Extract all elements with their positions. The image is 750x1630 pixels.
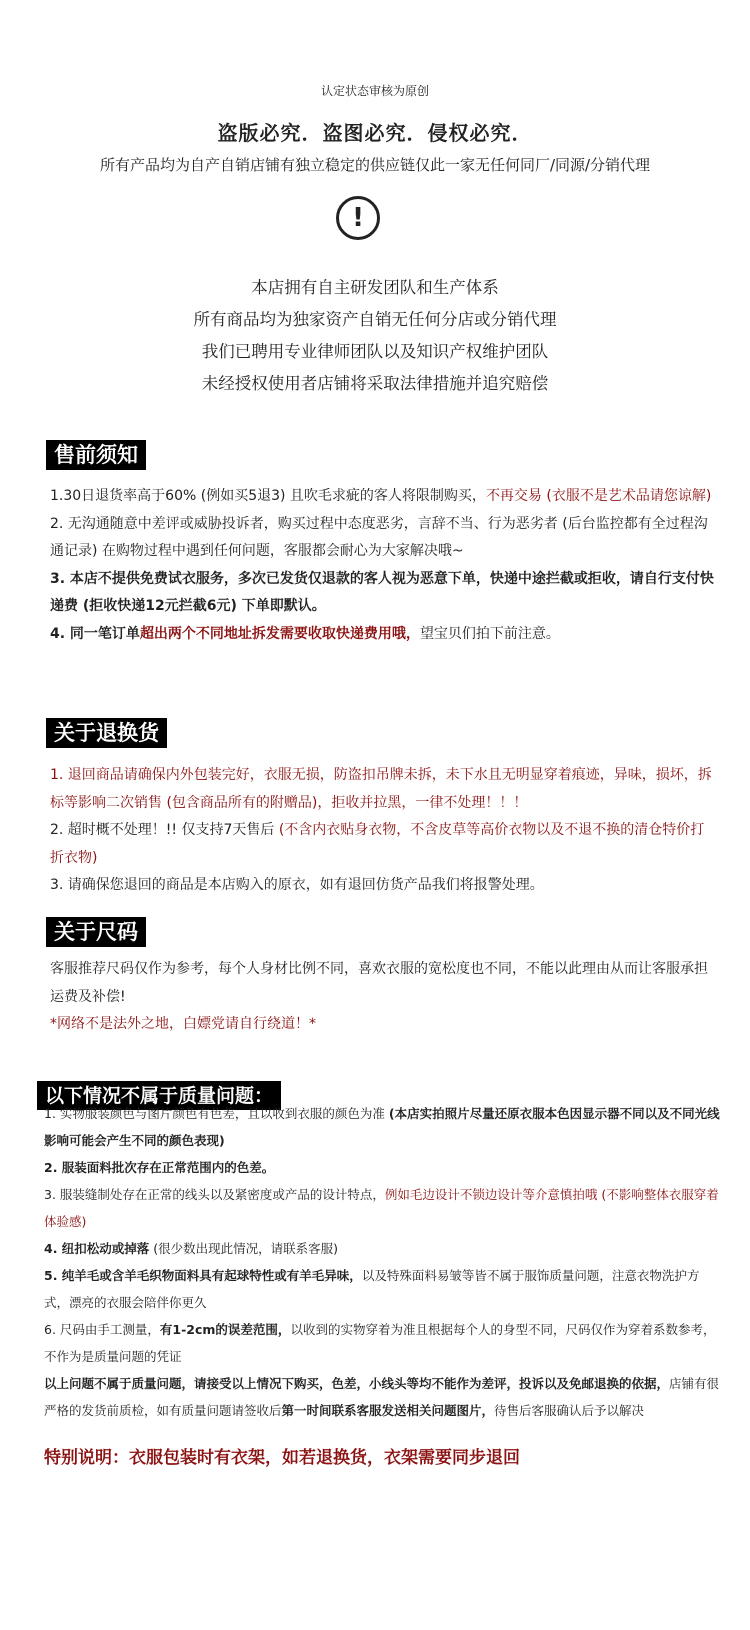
list-item: 5. 纯羊毛或含羊毛织物面料具有起球特性或有羊毛异味，以及特殊面料易皱等皆不属于服饰质量问题，注意衣物洗护方式，漂亮的衣服会陪伴你更久 bbox=[44, 1268, 700, 1310]
statement: 本店拥有自主研发团队和生产体系 bbox=[251, 278, 499, 297]
supply-line: 所有产品均为自产自销店铺有独立稳定的供应链仅此一家无任何同厂/同源/分销代理 bbox=[99, 156, 651, 174]
returns-list bbox=[50, 762, 715, 900]
statements bbox=[0, 272, 750, 400]
list-item: 1. 退回商品请确保内外包装完好，衣服无损，防盗扣吊牌未拆，未下水且无明显穿着痕迹，异味，损坏，拆标等影响二次销售 (包含商品所有的附赠品)，拒收并拉黑，一律不处理！！！ bbox=[50, 767, 712, 811]
statement: 所有商品均为独家资产自销无任何分店或分销代理 bbox=[193, 310, 557, 329]
exclamation-circle-icon: ! bbox=[336, 196, 380, 240]
statement: 我们已聘用专业律师团队以及知识产权维护团队 bbox=[201, 342, 549, 361]
list-item: 2. 无沟通随意中差评或威胁投诉者，购买过程中态度恶劣，言辞不当、行为恶劣者 (后台监控都有全过程沟通记录) 在购物过程中遇到任何问题，客服都会耐心为大家解决哦~ bbox=[50, 515, 708, 559]
size-warning: *网络不是法外之地，白嫖党请自行绕道！* bbox=[50, 1016, 316, 1032]
statement: 未经授权使用者店铺将采取法律措施并追究赔偿 bbox=[201, 374, 549, 393]
presale-list bbox=[50, 483, 715, 648]
section-title-returns: 关于退换货 bbox=[46, 718, 167, 748]
section-title-presale: 售前须知 bbox=[46, 440, 146, 470]
list-item: 2. 服装面料批次存在正常范围内的色差。 bbox=[44, 1160, 275, 1175]
slogan: 盗版必究．盗图必究．侵权必究． bbox=[217, 121, 533, 145]
list-item: 3. 服装缝制处存在正常的线头以及紧密度或产品的设计特点，例如毛边设计不锁边设计等介意慎拍哦 (不影响整体衣服穿着体验感) bbox=[44, 1187, 719, 1229]
list-item: 3. 请确保您退回的商品是本店购入的原衣，如有退回仿货产品我们将报警处理。 bbox=[50, 877, 544, 893]
list-item: 2. 超时概不处理！!! 仅支持7天售后 (不含内衣贴身衣物，不含皮草等高价衣物以及不退不换的清仓特价打折衣物) bbox=[50, 822, 705, 866]
list-item: 4. 同一笔订单超出两个不同地址拆发需要收取快递费用哦，望宝贝们拍下前注意。 bbox=[50, 625, 560, 642]
section-title-quality: 以下情况不属于质量问题： bbox=[37, 1081, 281, 1110]
special-note: 特别说明：衣服包装时有衣架，如若退换货，衣架需要同步退回 bbox=[44, 1448, 520, 1468]
list-item: 以上问题不属于质量问题，请接受以上情况下购买，色差，小线头等均不能作为差评，投诉以及免邮退换的依据，店铺有很严格的发货前质检，如有质量问题请签收后第一时间联系客服发送相关问题图片，待售后客服确认后予以解决 bbox=[44, 1376, 720, 1418]
list-item: 1.30日退货率高于60% (例如买5退3) 且吹毛求疵的客人将限制购买，不再交易 (衣服不是艺术品请您谅解) bbox=[50, 488, 712, 504]
quality-list bbox=[44, 1100, 724, 1424]
size-text: 客服推荐尺码仅作为参考，每个人身材比例不同，喜欢衣服的宽松度也不同，不能以此理由从而让客服承担运费及补偿! *网络不是法外之地，白嫖党请自行绕道！* bbox=[50, 956, 715, 1039]
list-item: 4. 纽扣松动或掉落 (很少数出现此情况，请联系客服) bbox=[44, 1241, 339, 1256]
original-note: 认定状态审核为原创 bbox=[320, 84, 429, 98]
list-item: 1. 实物服装颜色与图片颜色有色差，且以收到衣服的颜色为准 (本店实拍照片尽量还原衣服本色因显示器不同以及不同光线影响可能会产生不同的颜色表现) bbox=[44, 1106, 720, 1148]
section-title-size: 关于尺码 bbox=[46, 917, 146, 947]
list-item: 3. 本店不提供免费试衣服务，多次已发货仅退款的客人视为恶意下单，快递中途拦截或拒收，请自行支付快递费 (拒收快递12元拦截6元) 下单即默认。 bbox=[50, 570, 714, 614]
list-item: 6. 尺码由手工测量，有1-2cm的误差范围，以收到的实物穿着为准且根据每个人的身型不同，尺码仅作为穿着系数参考，不作为是质量问题的凭证 bbox=[44, 1322, 716, 1364]
